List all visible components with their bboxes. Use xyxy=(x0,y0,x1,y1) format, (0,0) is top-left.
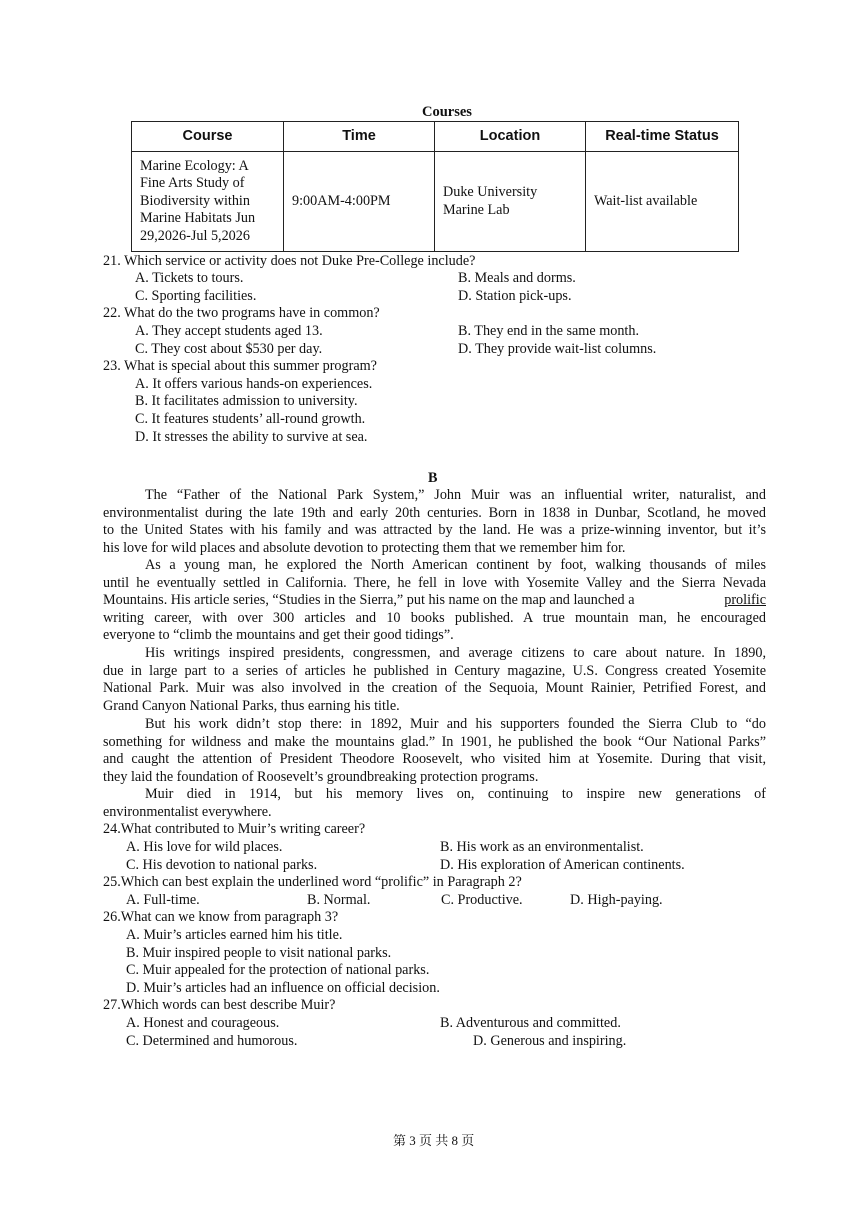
question-25-option-b: B. Normal. xyxy=(307,892,371,908)
passage-line: everyone to “climb the mountains and get their good tidings”. xyxy=(103,627,454,644)
question-27-option-a: A. Honest and courageous. xyxy=(126,1015,280,1031)
passage-line: His writings inspired presidents, congressmen, and average citizens to care about nature. In 1890, xyxy=(145,645,766,661)
question-22-option-d: D. They provide wait-list columns. xyxy=(458,341,657,357)
passage-line: until he eventually settled in California. There, he fell in love with Yosemite Valley and the Sierra Nevada xyxy=(103,574,766,591)
table-header-row xyxy=(132,122,739,152)
passage-paragraph-5 xyxy=(103,786,766,821)
table-caption: Courses xyxy=(422,104,472,120)
courses-table xyxy=(131,121,739,252)
passage-line-text: Mountains. His article series, “Studies in the Sierra,” put his name on the map and launched a xyxy=(103,592,635,609)
question-27-option-c: C. Determined and humorous. xyxy=(126,1033,298,1049)
question-25-option-d: D. High-paying. xyxy=(570,892,663,908)
question-21-option-d: D. Station pick-ups. xyxy=(458,288,572,304)
question-21-stem: 21. Which service or activity does not Duke Pre-College include? xyxy=(103,253,476,269)
question-25-stem: 25.Which can best explain the underlined word “prolific” in Paragraph 2? xyxy=(103,874,522,890)
question-26-option-c: C. Muir appealed for the protection of national parks. xyxy=(126,962,430,978)
question-26-option-a: A. Muir’s articles earned him his title. xyxy=(126,927,343,943)
passage-line: and caught the attention of President Theodore Roosevelt, who visited him at Yosemite. During that visit, xyxy=(103,751,766,768)
question-23-option-c: C. It features students’ all-round growth. xyxy=(135,411,366,427)
passage-paragraph-1 xyxy=(103,487,766,557)
section-b-heading: B xyxy=(428,470,438,486)
course-cell: Marine Ecology: A Fine Arts Study of Biodiversity within Marine Habitats Jun 29,2026-Jul 5,2026 xyxy=(132,152,284,252)
passage-line: environmentalist during the late 19th and early 20th centuries. Born in 1838 in Dunbar, Scotland, he moved xyxy=(103,504,766,521)
passage-line: National Park. Muir was also involved in the creation of the Sequoia, Mount Rainier, Petrified Forest, and xyxy=(103,680,766,697)
passage-line: The “Father of the National Park System,” John Muir was an influential writer, naturalist, and xyxy=(145,487,766,503)
passage-paragraph-4 xyxy=(103,716,766,786)
question-21-option-c: C. Sporting facilities. xyxy=(135,288,257,304)
column-header-course: Course xyxy=(132,122,284,152)
passage-line: they laid the foundation of Roosevelt’s groundbreaking protection programs. xyxy=(103,768,539,785)
question-26-option-b: B. Muir inspired people to visit national parks. xyxy=(126,945,392,961)
passage-line: Grand Canyon National Parks, thus earning his title. xyxy=(103,697,400,714)
question-23-stem: 23. What is special about this summer program? xyxy=(103,358,377,374)
question-22-stem: 22. What do the two programs have in common? xyxy=(103,305,380,321)
question-26-stem: 26.What can we know from paragraph 3? xyxy=(103,909,339,925)
question-23-option-b: B. It facilitates admission to university. xyxy=(135,393,358,409)
question-21-option-b: B. Meals and dorms. xyxy=(458,270,576,286)
column-header-location: Location xyxy=(435,122,586,152)
question-25-option-a: A. Full-time. xyxy=(126,892,200,908)
passage-line: to the United States with his family and was attracted by the land. He was a prize-winning inventor, but it’s xyxy=(103,522,766,539)
time-cell: 9:00AM-4:00PM xyxy=(284,152,435,252)
passage-line: As a young man, he explored the North American continent by foot, walking thousands of miles xyxy=(145,557,766,573)
page-number-footer: 第 3 页 共 8 页 xyxy=(393,1133,475,1148)
question-27-option-d: D. Generous and inspiring. xyxy=(473,1033,627,1049)
question-23-option-a: A. It offers various hands-on experiences. xyxy=(135,376,373,392)
status-cell: Wait-list available xyxy=(586,152,739,252)
passage-line: Muir died in 1914, but his memory lives on, continuing to inspire new generations of xyxy=(145,786,766,802)
passage-line: writing career, with over 300 articles and 10 books published. A true mountain man, he encouraged xyxy=(103,609,766,626)
column-header-time: Time xyxy=(284,122,435,152)
question-27-option-b: B. Adventurous and committed. xyxy=(440,1015,621,1031)
location-cell: Duke University Marine Lab xyxy=(435,152,586,252)
passage-line: environmentalist everywhere. xyxy=(103,803,272,820)
passage-paragraph-2 xyxy=(103,557,766,645)
question-22-option-c: C. They cost about $530 per day. xyxy=(135,341,323,357)
passage-line: due in large part to a series of articles he published in Century magazine, U.S. Congress created Yosemite xyxy=(103,662,766,679)
table-row xyxy=(132,152,739,252)
question-22-option-a: A. They accept students aged 13. xyxy=(135,323,323,339)
question-24-option-a: A. His love for wild places. xyxy=(126,839,283,855)
question-21-option-a: A. Tickets to tours. xyxy=(135,270,244,286)
passage-line: But his work didn’t stop there: in 1892, Muir and his supporters founded the Sierra Club to “do xyxy=(145,716,766,732)
passage-paragraph-3 xyxy=(103,645,766,715)
question-24-stem: 24.What contributed to Muir’s writing career? xyxy=(103,821,366,837)
question-24-option-b: B. His work as an environmentalist. xyxy=(440,839,644,855)
question-22-option-b: B. They end in the same month. xyxy=(458,323,639,339)
passage-line: something for wildness and make the mountains glad.” In 1901, he published the book “Our National Parks” xyxy=(103,733,766,750)
column-header-status: Real-time Status xyxy=(586,122,739,152)
passage-line: his love for wild places and absolute devotion to protecting them that we remember him for. xyxy=(103,539,626,556)
question-26-option-d: D. Muir’s articles had an influence on official decision. xyxy=(126,980,440,996)
passage-line-with-underline xyxy=(103,592,766,610)
question-23-option-d: D. It stresses the ability to survive at sea. xyxy=(135,429,368,445)
question-27-stem: 27.Which words can best describe Muir? xyxy=(103,997,336,1013)
underlined-word-prolific: prolific xyxy=(724,592,766,609)
question-24-option-c: C. His devotion to national parks. xyxy=(126,857,318,873)
question-25-option-c: C. Productive. xyxy=(441,892,523,908)
question-24-option-d: D. His exploration of American continents. xyxy=(440,857,685,873)
